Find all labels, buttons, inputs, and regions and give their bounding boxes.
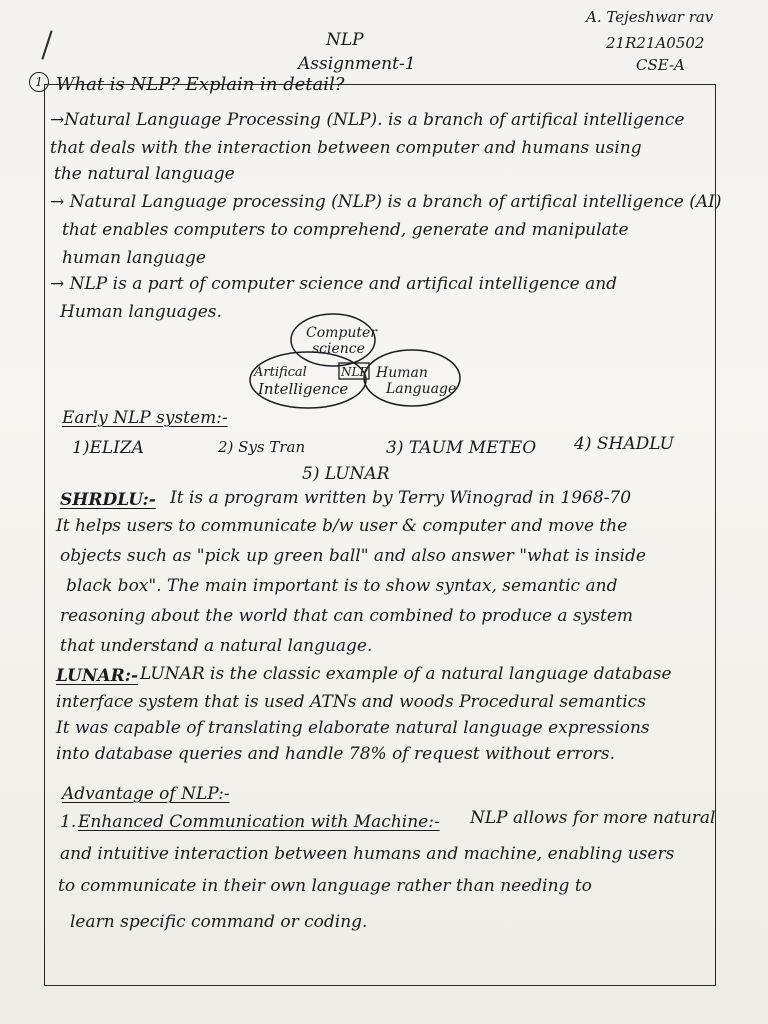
early-system-item: 2) Sys Tran: [218, 438, 306, 456]
definition-line: human language: [62, 248, 206, 268]
shrdlu-line: reasoning about the world that can combined to produce a system: [60, 606, 634, 626]
advantage-title: Enhanced Communication with Machine:-: [78, 812, 440, 832]
lunar-line: into database queries and handle 78% of request without errors.: [56, 744, 616, 764]
definition-line: Human languages.: [60, 302, 222, 322]
lunar-line: It was capable of translating elaborate natural language expressions: [56, 718, 650, 738]
question-text: What is NLP? Explain in detail?: [56, 74, 345, 95]
definition-line: that enables computers to comprehend, generate and manipulate: [62, 220, 629, 240]
question-number-badge: 1: [29, 72, 49, 92]
advantage-line: NLP allows for more natural: [470, 808, 716, 828]
early-system-item: 4) SHADLU: [574, 434, 674, 454]
subject-title: NLP: [326, 30, 364, 50]
lunar-label: LUNAR:-: [56, 666, 139, 686]
venn-top-label-1: Computer: [306, 325, 377, 341]
definition-line: → Natural Language processing (NLP) is a branch of artifical intelligence (AI): [50, 192, 722, 212]
venn-right-label-1: Human: [376, 365, 428, 381]
student-name: A. Tejeshwar rav: [586, 8, 714, 26]
definition-line: →Natural Language Processing (NLP). is a branch of artifical intelligence: [50, 110, 685, 130]
venn-left-label-1: Artifical: [254, 365, 307, 380]
advantage-number: 1.: [60, 812, 77, 832]
shrdlu-line: It is a program written by Terry Winograd in 1968-70: [170, 488, 632, 508]
roll-number: 21R21A0502: [606, 34, 705, 52]
lunar-line: interface system that is used ATNs and woods Procedural semantics: [56, 692, 646, 712]
assignment-title: Assignment-1: [298, 54, 416, 74]
section: CSE-A: [636, 56, 685, 74]
shrdlu-label: SHRDLU:-: [60, 490, 156, 510]
shrdlu-line: It helps users to communicate b/w user & computer and move the: [56, 516, 628, 536]
definition-line: → NLP is a part of computer science and artifical intelligence and: [50, 274, 618, 294]
nlp-venn-diagram: [240, 312, 470, 412]
advantage-line: to communicate in their own language rather than needing to: [58, 876, 592, 896]
corner-tick-mark: [41, 30, 52, 59]
early-system-item: 3) TAUM METEO: [386, 438, 537, 458]
definition-line: the natural language: [54, 164, 235, 184]
shrdlu-line: objects such as "pick up green ball" and also answer "what is inside: [60, 546, 646, 566]
early-system-item: 5) LUNAR: [302, 464, 390, 484]
venn-top-label-2: science: [312, 341, 365, 357]
early-system-item: 1)ELIZA: [72, 438, 144, 458]
advantage-line: learn specific command or coding.: [70, 912, 368, 932]
definition-line: that deals with the interaction between computer and humans using: [50, 138, 642, 158]
lunar-line: LUNAR is the classic example of a natural language database: [140, 664, 672, 684]
shrdlu-line: that understand a natural language.: [60, 636, 373, 656]
advantages-heading: Advantage of NLP:-: [62, 784, 230, 804]
shrdlu-line: black box". The main important is to show syntax, semantic and: [66, 576, 618, 596]
venn-right-label-2: Language: [386, 381, 457, 397]
early-systems-heading: Early NLP system:-: [62, 408, 228, 428]
advantage-line: and intuitive interaction between humans and machine, enabling users: [60, 844, 675, 864]
venn-left-label-2: Intelligence: [258, 380, 349, 398]
venn-center-label: NLP: [341, 365, 368, 379]
